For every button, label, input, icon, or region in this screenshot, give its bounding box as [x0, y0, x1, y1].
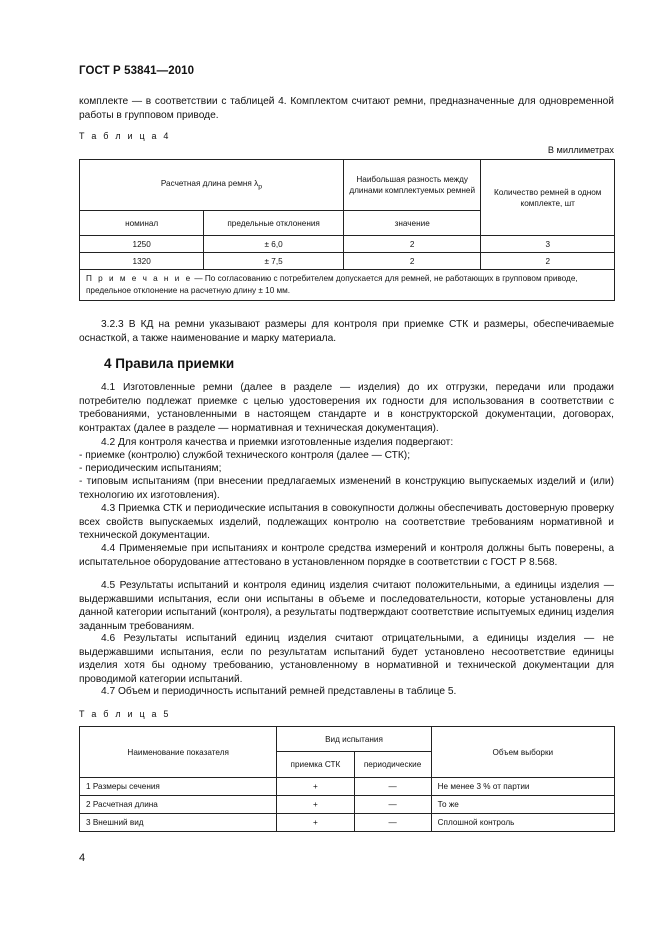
list-item: - приемке (контролю) службой технического контроля (далее — СТК);	[79, 450, 411, 461]
table5-cell: +	[277, 796, 354, 814]
table5-head-name: Наименование показателя	[80, 727, 277, 778]
table4-sub-deviation: предельные отклонения	[204, 211, 344, 236]
paragraph-4-6: 4.6 Результаты испытаний единиц изделия считают отрицательными, а единицы изделия — не выдержавшими испытания, если по результатам испытаний будет установлено несоответствие единицы изделия хотя бы одному требованию, установленному в нормативной и технической документации для проводимой категории испытаний.	[79, 633, 614, 685]
table4-sub-nominal: номинал	[80, 211, 204, 236]
table4-units: В миллиметрах	[547, 145, 614, 155]
table4-note: П р и м е ч а н и е — По согласованию с потребителем допускается для ремней, не работающих в групповом приводе, предельное отклонение на расчетную длину ± 10 мм.	[80, 270, 615, 301]
table4-cell: 1320	[80, 253, 204, 270]
table5-cell: +	[277, 778, 354, 796]
section-4-title: 4 Правила приемки	[104, 356, 235, 371]
table-row	[80, 814, 615, 832]
table5-cell: Сплошной контроль	[431, 814, 614, 832]
paragraph-4-7: 4.7 Объем и периодичность испытаний ремней представлены в таблице 5.	[101, 686, 457, 697]
table5-cell: —	[354, 796, 431, 814]
paragraph-4-3: 4.3 Приемка СТК и периодические испытания в совокупности должны обеспечивать достоверную проверку всех свойств выпускаемых изделий, подлежащих контролю на соответствие требованиям нормативной и технической документации.	[79, 503, 614, 542]
table-row	[80, 778, 615, 796]
paragraph-4-1: 4.1 Изготовленные ремни (далее в разделе — изделия) до их отгрузки, передачи или продажи потребителю подлежат приемке с целью удостоверения их годности для использования в соответствии с требованиями, установленными в настоящем стандарте и в конструкторской документации, договорах, контрактах (далее в разделе — нормативная и техническая документация).	[79, 382, 614, 434]
table4-cell: ± 6,0	[204, 236, 344, 253]
table4-cell: 1250	[80, 236, 204, 253]
table5-cell: 1 Размеры сечения	[80, 778, 277, 796]
list-item: - периодическим испытаниям;	[79, 463, 222, 474]
table4-cell: 2	[343, 253, 481, 270]
table-4	[79, 159, 615, 301]
list-item: - типовым испытаниям (при внесении предлагаемых изменений в конструкцию выпускаемых изделий и (или) технологию их изготовления).	[79, 476, 614, 501]
table5-cell: —	[354, 814, 431, 832]
table5-head-type: Вид испытания	[277, 727, 431, 752]
table4-sub-value: значение	[343, 211, 481, 236]
table-5	[79, 726, 615, 832]
document-header: ГОСТ Р 53841—2010	[79, 65, 195, 77]
table5-cell: +	[277, 814, 354, 832]
paragraph-3-2-3: 3.2.3 В КД на ремни указывают размеры для контроля при приемке СТК и размеры, обеспечиваемые оснасткой, а также наименование и марку материала.	[79, 319, 614, 344]
table4-head-count: Количество ремней в одном комплекте, шт	[481, 160, 615, 236]
table5-cell: 2 Расчетная длина	[80, 796, 277, 814]
table-row	[80, 796, 615, 814]
table4-head-diff: Наибольшая разность между длинами комплектуемых ремней	[343, 160, 481, 211]
table-row	[80, 253, 615, 270]
paragraph-4-4: 4.4 Применяемые при испытаниях и контроле средства измерений и контроля должны быть поверены, а испытательное оборудование аттестовано в установленном порядке в соответствии с ГОСТ Р 8.568.	[79, 543, 614, 568]
table5-head-volume: Объем выборки	[431, 727, 614, 778]
table4-cell: ± 7,5	[204, 253, 344, 270]
table5-cell: То же	[431, 796, 614, 814]
intro-paragraph: комплекте — в соответствии с таблицей 4. Комплектом считают ремни, предназначенные для одновременной работы в групповом приводе.	[79, 96, 614, 121]
table5-cell: Не менее 3 % от партии	[431, 778, 614, 796]
table5-cell: 3 Внешний вид	[80, 814, 277, 832]
table4-caption: Т а б л и ц а 4	[79, 131, 171, 141]
table5-caption: Т а б л и ц а 5	[79, 709, 171, 719]
table4-cell: 3	[481, 236, 615, 253]
table5-cell: —	[354, 778, 431, 796]
table4-head-length: Расчетная длина ремня $\lambda_p$	[80, 160, 344, 211]
paragraph-4-2: 4.2 Для контроля качества и приемки изготовленные изделия подвергают:	[101, 437, 454, 448]
table4-cell: 2	[481, 253, 615, 270]
table5-sub-periodic: периодические	[354, 752, 431, 778]
paragraph-4-5: 4.5 Результаты испытаний и контроля единиц изделия считают положительными, а единицы изделия — выдержавшими испытания, если они испытаны в объеме и последовательности, которые установлены для данной категории испытаний (контроля), а результаты подтверждают соответствие испытуемых единиц изделия заданным требованиям.	[79, 580, 614, 632]
table4-cell: 2	[343, 236, 481, 253]
table5-sub-stk: приемка СТК	[277, 752, 354, 778]
table-row	[80, 236, 615, 253]
page-number: 4	[79, 852, 86, 864]
